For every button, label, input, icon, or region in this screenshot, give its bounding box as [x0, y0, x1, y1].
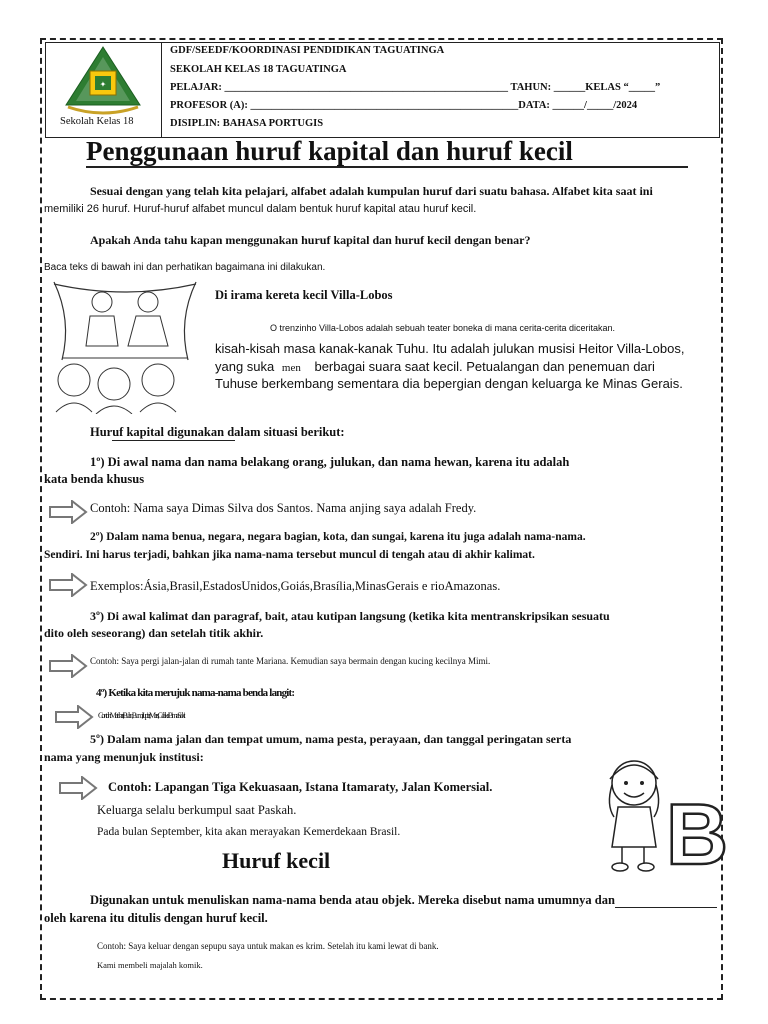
lowercase-line-2: oleh karena itu ditulis dengan huruf kecil.: [44, 911, 268, 925]
lowercase-example-1: Contoh: Saya keluar dengan sepupu saya untuk makan es krim. Setelah itu kami lewat di bank.: [97, 941, 439, 951]
title-underline: [86, 166, 688, 168]
story-line-3a: yang suka: [215, 359, 275, 374]
children-theater-illustration: [52, 280, 198, 414]
header-student-field: PELAJAR: ______________________________________________________ TAHUN: ______KELAS “_____”: [170, 82, 661, 93]
story-line-4: Tuhuse berkembang sementara dia bepergian dengan keluarga ke Minas Gerais.: [215, 376, 683, 391]
lowercase-heading: Huruf kecil: [222, 848, 331, 873]
example-2: Exemplos:Ásia,Brasil,EstadosUnidos,Goiás,Brasília,MinasGerais e rioAmazonas.: [90, 579, 501, 593]
story-line-3: [215, 359, 655, 374]
example-5a: Contoh: Lapangan Tiga Kekuasaan, Istana Itamaraty, Jalan Komersial.: [108, 780, 493, 794]
logo-cell: [46, 43, 162, 137]
rule-4: 4º) Ketika kita merujuk nama-nama benda langit:: [96, 687, 295, 699]
page-title: Penggunaan huruf kapital dan huruf kecil: [86, 136, 573, 166]
rule-1-line-1: 1º) Di awal nama dan nama belakang orang, julukan, dan nama hewan, karena itu adalah: [90, 455, 570, 469]
rule-3-line-1: 3º) Di awal kalimat dan paragraf, bait, atau kutipan langsung (ketika kita mentranskripsikan sesuatu: [90, 609, 610, 623]
arrow-right-icon: [54, 705, 94, 729]
lowercase-underline: [615, 907, 717, 908]
header-line-2: SEKOLAH KELAS 18 TAGUATINGA: [170, 64, 347, 75]
story-line-1: O trenzinho Villa-Lobos adalah sebuah teater boneka di mana cerita-cerita diceritakan.: [270, 323, 616, 333]
example-5c: Pada bulan September, kita akan merayakan Kemerdekaan Brasil.: [97, 826, 401, 838]
arrow-right-icon: [48, 500, 88, 524]
lowercase-example-2: Kami membeli majalah komik.: [97, 960, 203, 970]
story-title: Di irama kereta kecil Villa-Lobos: [215, 288, 393, 302]
intro-question: Apakah Anda tahu kapan menggunakan huruf kapital dan huruf kecil dengan benar?: [90, 233, 531, 247]
intro-instruction: Baca teks di bawah ini dan perhatikan bagaimana ini dilakukan.: [44, 262, 326, 273]
rule-5-line-2: nama yang menunjuk institusi:: [44, 750, 204, 764]
example-5b: Keluarga selalu berkumpul saat Paskah.: [97, 803, 297, 817]
story-line-3c: berbagai suara saat kecil. Petualangan dan penemuan dari: [314, 359, 655, 374]
rule-2-line-2: Sendiri. Ini harus terjadi, bahkan jika nama-nama tersebut muncul di tengah atau di akhir kalimat.: [44, 549, 535, 561]
rule-2-line-1: 2º) Dalam nama benua, negara, negara bagian, kota, dan sungai, karena itu juga adalah nama-nama.: [90, 531, 586, 543]
header-line-1: GDF/SEEDF/KOORDINASI PENDIDIKAN TAGUATINGA: [170, 45, 445, 56]
header-table: [45, 42, 720, 138]
rule-3-line-2: dito oleh seseorang) dan setelah titik akhir.: [44, 626, 264, 640]
header-teacher-field: PROFESOR (A): ___________________________________________________DATA: ______/_____/2024: [170, 100, 638, 111]
story-line-2: kisah-kisah masa kanak-kanak Tuhu. Itu adalah julukan musisi Heitor Villa-Lobos,: [215, 341, 685, 356]
big-letter-b: B: [666, 787, 729, 883]
example-4: Contoh: Matahari, Bulan, Bumi, Jupiter, Mars, Galaksi Bima Sakti: [98, 711, 184, 720]
school-logo-icon: [46, 43, 161, 123]
example-3: Contoh: Saya pergi jalan-jalan di rumah tante Mariana. Kemudian saya bermain dengan kucing kecilnya Mimi.: [90, 656, 491, 666]
school-label: Sekolah Kelas 18: [60, 116, 134, 127]
story-line-3b: men: [281, 362, 301, 374]
intro-line-1: Sesuai dengan yang telah kita pelajari, alfabet adalah kumpulan huruf dari suatu bahasa. Alfabet kita saat ini: [90, 184, 653, 198]
capital-heading: Huruf kapital digunakan dalam situasi berikut:: [90, 425, 345, 439]
header-discipline: DISIPLIN: BAHASA PORTUGIS: [170, 118, 324, 129]
lowercase-line-1: Digunakan untuk menuliskan nama-nama benda atau objek. Mereka disebut nama umumnya dan: [90, 893, 615, 907]
example-1: Contoh: Nama saya Dimas Silva dos Santos. Nama anjing saya adalah Fredy.: [90, 501, 477, 515]
capital-heading-underline: [112, 440, 235, 441]
arrow-right-icon: [48, 654, 88, 678]
intro-line-2: memiliki 26 huruf. Huruf-huruf alfabet muncul dalam bentuk huruf kapital atau huruf kecil.: [44, 203, 477, 215]
arrow-right-icon: [48, 573, 88, 597]
rule-5-line-1: 5º) Dalam nama jalan dan tempat umum, nama pesta, perayaan, dan tanggal peringatan serta: [90, 732, 572, 746]
svg-text:✦: ✦: [99, 80, 107, 89]
rule-1-line-2: kata benda khusus: [44, 472, 145, 486]
arrow-right-icon: [58, 776, 98, 800]
